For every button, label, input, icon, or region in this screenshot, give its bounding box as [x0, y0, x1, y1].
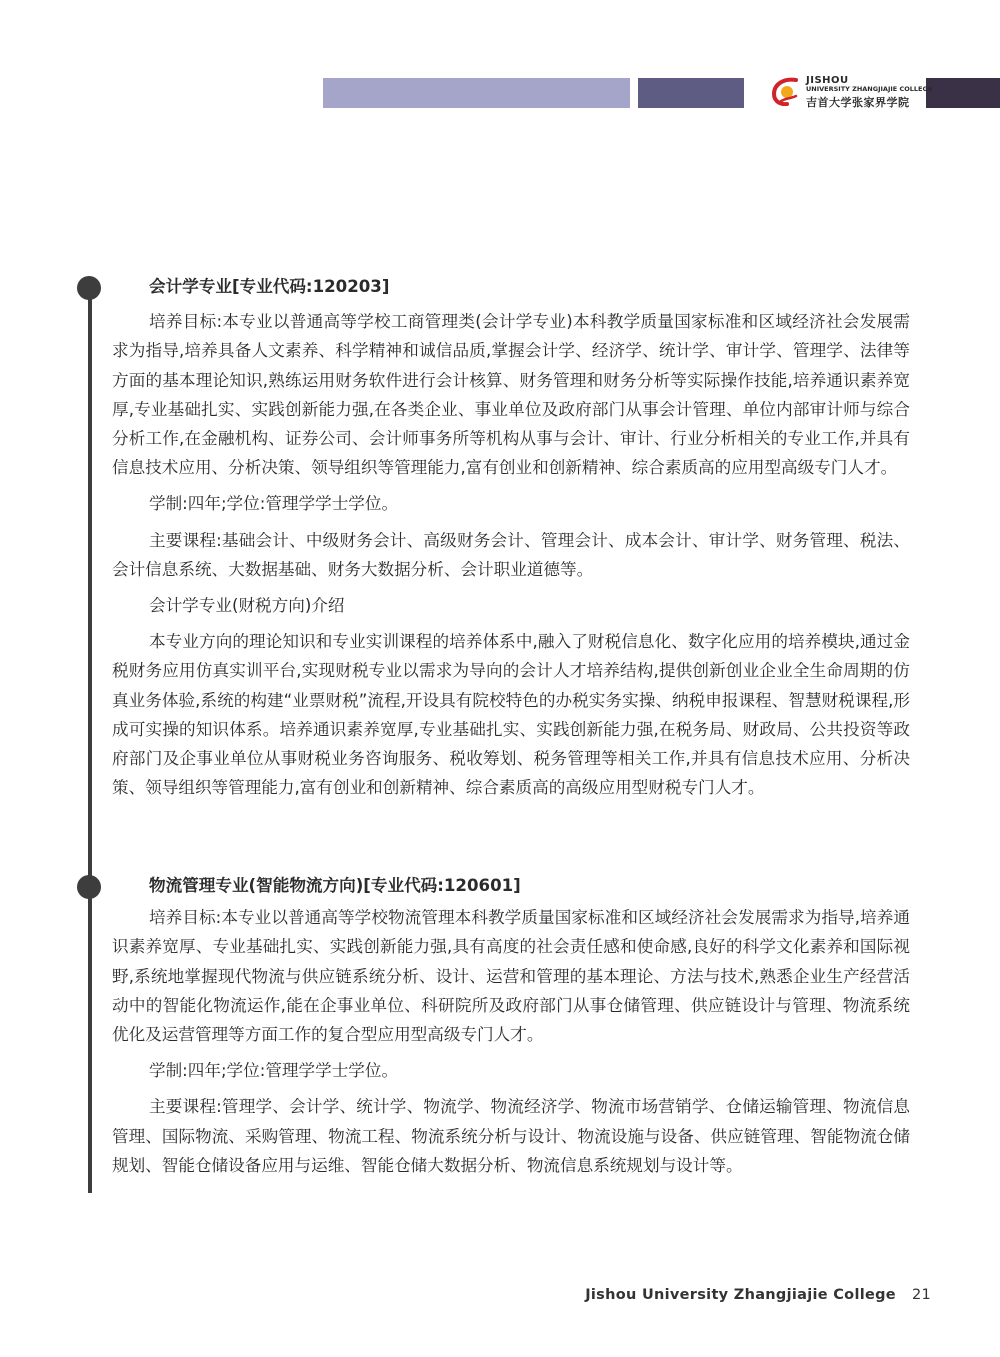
section-accounting — [112, 272, 910, 809]
section-logistics — [112, 871, 910, 1187]
page-number: 21 — [911, 1287, 931, 1303]
duration-accounting: 学制:四年;学位:管理学学士学位。 — [149, 494, 399, 514]
header-bar-light — [323, 78, 630, 108]
section-title-accounting: 会计学专业[专业代码:120203] — [149, 277, 390, 296]
page-footer — [585, 1287, 931, 1303]
sub-direction-title: 会计学专业(财税方向)介绍 — [149, 596, 345, 616]
sub-direction-description: 本专业方向的理论知识和专业实训课程的培养体系中,融入了财税信息化、数字化应用的培养模块,通过金税财务应用仿真实训平台,实现财税专业以需求为导向的会计人才培养结构,提供创新创业企业全生命周期的仿真业务体验,系统的构建“业票财税”流程,开设具有院校特色的办税实务实操、纳税申报课程、智慧财税课程,形成可实操的知识体系。培养通识素养宽厚,专业基础扎实、实践创新能力强,在税务局、财政局、公共投资等政府部门及企事业单位从事财税业务咨询服务、税收筹划、税务管理等相关工作,并具有信息技术应用、分析决策、领导组织等管理能力,富有创业和创新精神、综合素质高的高级应用型财税专门人才。 — [112, 632, 910, 798]
logo-text-chinese: 吉首大学张家界学院 — [806, 96, 910, 109]
header-bar-dark — [926, 78, 1000, 108]
courses-logistics: 主要课程:管理学、会计学、统计学、物流学、物流经济学、物流市场营销学、仓储运输管理、物流信息管理、国际物流、采购管理、物流工程、物流系统分析与设计、物流设施与设备、供应链管理、智能物流仓储规划、智能仓储设备应用与运维、智能仓储大数据分析、物流信息系统规划与设计等。 — [112, 1097, 910, 1175]
courses-accounting: 主要课程:基础会计、中级财务会计、高级财务会计、管理会计、成本会计、审计学、财务管理、税法、会计信息系统、大数据基础、财务大数据分析、会计职业道德等。 — [112, 530, 910, 579]
duration-logistics: 学制:四年;学位:管理学学士学位。 — [149, 1061, 399, 1081]
training-goal-accounting: 培养目标:本专业以普通高等学校工商管理类(会计学专业)本科教学质量国家标准和区域经济社会发展需求为指导,培养具备人文素养、科学精神和诚信品质,掌握会计学、经济学、统计学、审计学、管理学、法律等方面的基本理论知识,熟练运用财务软件进行会计核算、财务管理和财务分析等实际操作技能,培养通识素养宽厚,专业基础扎实、实践创新能力强,在各类企业、事业单位及政府部门从事会计管理、单位内部审计师与综合分析工作,在金融机构、证券公司、会计师事务所等机构从事与会计、审计、行业分析相关的专业工作,并具有信息技术应用、分析决策、领导组织等管理能力,富有创业和创新精神、综合素质高的应用型高级专门人才。 — [112, 312, 910, 478]
college-emblem-icon — [770, 74, 800, 106]
section-title-logistics: 物流管理专业(智能物流方向)[专业代码:120601] — [149, 876, 521, 895]
timeline-line — [88, 283, 92, 1193]
header-bar-medium — [638, 78, 744, 108]
footer-college-name: Jishou University Zhangjiajie College — [585, 1287, 896, 1303]
training-goal-logistics: 培养目标:本专业以普通高等学校物流管理本科教学质量国家标准和区域经济社会发展需求为指导,培养通识素养宽厚、专业基础扎实、实践创新能力强,具有高度的社会责任感和使命感,良好的科学文化素养和国际视野,系统地掌握现代物流与供应链系统分析、设计、运营和管理的基本理论、方法与技术,熟悉企业生产经营活动中的智能化物流运作,能在企事业单位、科研院所及政府部门从事仓储管理、供应链设计与管理、物流系统优化及运营管理等方面工作的复合型应用型高级专门人才。 — [112, 908, 910, 1045]
logo-text-jishou: JISHOU — [806, 75, 849, 86]
college-logo — [768, 72, 933, 112]
timeline-dot-accounting — [77, 276, 101, 300]
timeline-dot-logistics — [77, 875, 101, 899]
logo-text-university: UNIVERSITY ZHANGJIAJIE COLLEGE — [806, 85, 933, 93]
